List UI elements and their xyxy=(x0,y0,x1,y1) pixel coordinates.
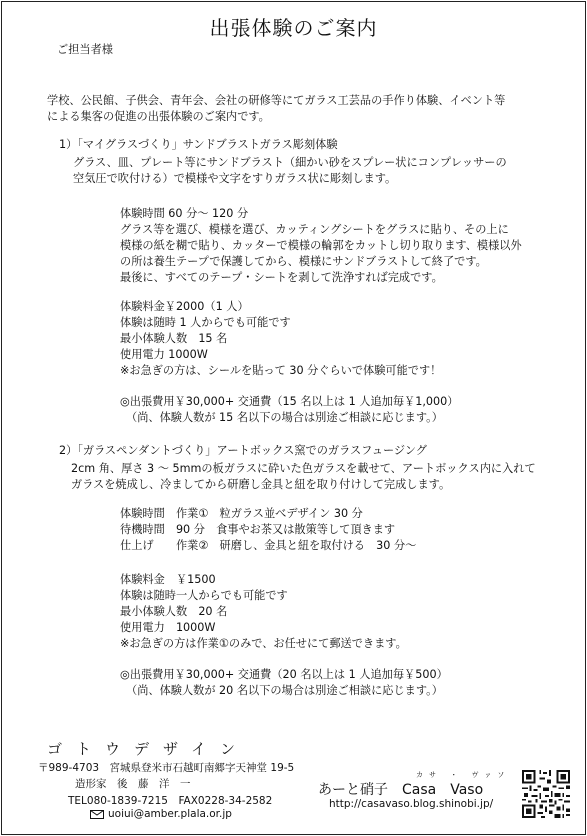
qr-code-icon xyxy=(522,770,570,818)
page-title: 出張体験のご案内 xyxy=(209,16,378,40)
section1-fee-line: ◎出張費用￥30,000+ 交通費（15 名以上は 1 人追加毎￥1,000） xyxy=(120,395,459,408)
section2-fee-line: （尚、体験人数が 20 名以下の場合は別途ご相談に応じます。） xyxy=(126,684,443,697)
section1-process-line: 体験時間 60 分～ 120 分 xyxy=(120,207,249,220)
section1-desc-line: グラス、皿、プレート等にサンドブラスト（細かい砂をスプレー状にコンプレッサーの xyxy=(73,156,507,169)
section2-detail-line: 使用電力 1000W xyxy=(120,621,216,634)
salutation: ご担当者様 xyxy=(57,43,113,56)
section1-detail-line: 最小体験人数 15 名 xyxy=(120,332,228,345)
brand-name: あーと硝子 Casa Vaso xyxy=(318,782,484,798)
address: 〒989-4703 宮城県登米市石越町南郷字天神堂 19-5 xyxy=(38,762,295,774)
section2-process-line: 仕上げ 作業② 研磨し、金具と紐を取付ける 30 分～ xyxy=(120,539,417,552)
section2-fee-line: ◎出張費用￥30,000+ 交通費（20 名以上は 1 人追加毎￥500） xyxy=(120,668,448,681)
section1-process-line: 模様の紙を糊で貼り、カッターで模様の輪郭をカットし切り取ります、模様以外 xyxy=(120,239,522,252)
section2-detail-line: ※お急ぎの方は作業①のみで、お任せにて郵送できます。 xyxy=(120,637,407,650)
phone-fax: TEL080-1839-7215 FAX0228-34-2582 xyxy=(68,795,273,807)
section1-fee-line: （尚、体験人数が 15 名以下の場合は別途ご相談に応じます。） xyxy=(126,411,443,424)
company-name: ゴトウデザイン xyxy=(47,740,249,758)
section2-detail-line: 最小体験人数 20 名 xyxy=(120,605,228,618)
section2-desc-line: ガラスを焼成し、冷ましてから研磨し金具と紐を取り付けして完成します。 xyxy=(71,478,451,491)
section2-heading: 2）「ガラスペンダントづくり」アートボックス窯でのガラスフュージング xyxy=(59,444,427,457)
artist-name: 造形家 後 藤 洋 一 xyxy=(75,778,191,790)
section1-detail-line: ※お急ぎの方は、シールを貼って 30 分ぐらいで体験可能です！ xyxy=(120,364,442,377)
section1-desc-line: 空気圧で吹付ける）で模様や文字をすりガラス状に彫刻します。 xyxy=(73,172,397,185)
section1-process-line: グラス等を選び、模様を選び、カッティングシートをグラスに貼り、その上に xyxy=(120,223,509,236)
email-row[interactable] xyxy=(90,808,232,820)
intro-line: による集客の促進の出張体験のご案内です。 xyxy=(47,110,270,123)
intro-line: 学校、公民館、子供会、青年会、会社の研修等にてガラス工芸品の手作り体験、イベント等 xyxy=(47,94,506,107)
section2-desc-line: 2cm 角、厚さ 3 ～ 5mmの板ガラスに砕いた色ガラスを載せて、アートボックス内に入れて xyxy=(71,462,536,475)
section1-heading: 1）「マイグラスづくり」サンドブラストガラス彫刻体験 xyxy=(59,138,338,151)
email-address[interactable]: uoiui@amber.plala.or.jp xyxy=(108,808,232,820)
brand-ruby: カサ ・ ヴァソ xyxy=(416,771,511,779)
website-link[interactable]: http://casavaso.blog.shinobi.jp/ xyxy=(329,798,494,810)
section1-process-line: の所は養生テープで保護してから、模様にサンドブラストして終了です。 xyxy=(120,255,487,268)
section1-detail-line: 体験は随時 1 人からでも可能です xyxy=(120,316,291,329)
section2-process-line: 待機時間 90 分 食事やお茶又は散策等して頂きます xyxy=(120,523,396,536)
section2-detail-line: 体験は随時一人からでも可能です xyxy=(120,589,288,602)
section2-detail-line: 体験料金 ￥1500 xyxy=(120,573,216,586)
section2-process-line: 体験時間 作業① 粒ガラス並べデザイン 30 分 xyxy=(120,507,363,520)
section1-detail-line: 使用電力 1000W xyxy=(120,348,208,361)
section1-detail-line: 体験料金￥2000（1 人） xyxy=(120,300,249,313)
envelope-icon xyxy=(90,810,104,819)
section1-process-line: 最後に、すべてのテープ・シートを剥して洗浄すれば完成です。 xyxy=(120,271,443,284)
